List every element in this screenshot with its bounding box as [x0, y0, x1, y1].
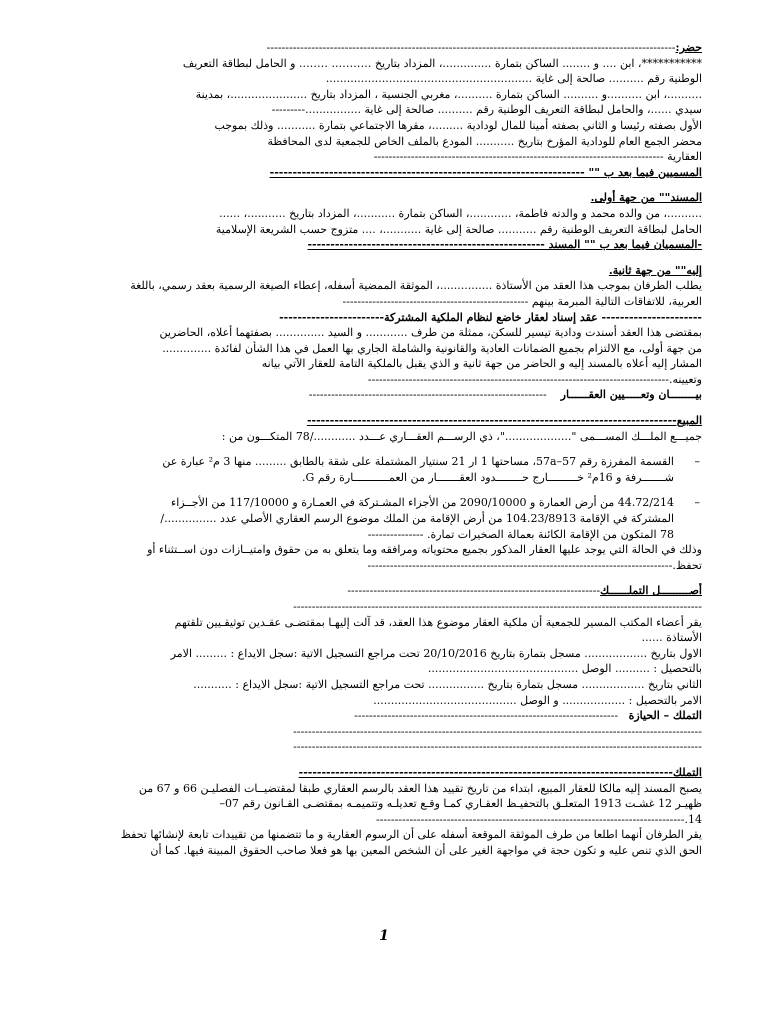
- possession-heading-title: التملك – الحيازة: [628, 709, 702, 723]
- sale-header: المبيع---------------------------------------------------------------------------------: [306, 414, 702, 428]
- intro-line-8: المسميين فيما بعد ب "" ---------------------------------------------------------------------: [269, 165, 702, 179]
- ownership-line-1: يصبح المسند إليه مالكا للعقار المبيع، ابتداء من تاريخ تقييد هذا العقد بالرسم العقاري طبقا لمقتضيــات الفصليـن 66 و 67 من: [138, 781, 702, 795]
- intro-line-7: العقارية ------------------------------------------------------------------------------: [373, 150, 702, 164]
- bullet-2: –: [694, 496, 700, 510]
- dash-line: --------------------------------------------------------------------------------------------------------------: [293, 740, 702, 754]
- ownership-line-2: ظهيـر 12 غشـت 1913 المتعلـق بالتحفيـظ العقـاري كمـا وقـع تعديلـه وتتميمـه بمقتضـى القـانون رقم 07–: [219, 797, 702, 811]
- sale-line-3: تحفظ.----------------------------------------------------------------------------------: [367, 558, 702, 572]
- second-party-header: إليه"" من جهة ثانية.: [608, 263, 702, 277]
- first-party-line-1: ..........، من والده محمد و والدته فاطمة، ............، الساكن بتمارة ...........، المزداد بتاريخ ...........، ......: [219, 206, 702, 220]
- property-heading: بيــــــــان وتعـــــيين العقــــــار ----------------------------------------------------------------: [308, 388, 702, 402]
- sale-item-2: – 44.72/214 من أرض العمارة و 2090/10000 من الأجزاء المشـتركة في العمـارة و 117/10000 من الأجــزاء المشتركة في الإقامة 104.23/8913 من أرض الإقامة من الملك موضوع الرسم العقاري الأصلي عدد .............../ 78 المتكون من الإقامة الكائنة بعمالة الصخيرات تمارة. ---------------: [160, 496, 700, 541]
- dash-line: --------------------------------------------------------------------------------------------------------------: [293, 600, 702, 613]
- property-heading-title: بيــــــــان وتعـــــيين العقــــــار: [560, 388, 702, 402]
- bullet-1: –: [694, 455, 700, 469]
- ownership-header: التملك----------------------------------------------------------------------------------: [298, 765, 702, 779]
- sale-item-1: – القسمة المفرزة رقم 57–57a، مساحتها 1 ار 21 سنتيار المشتملة على شقة بالطابق ......... منها 3 م² عبارة عن شـــــــرفة و 16م² خـــــــــارج حــــــــدود العقـــــــار من العمـــــــــــارة رقم G.: [162, 455, 700, 484]
- attended-header: حضر:: [675, 41, 702, 54]
- contract-line-2: من جهة أولى، مع الالتزام بجميع الضمانات العادية والقانونية والشاملة الجاري بها العمل في هذا الشأن لفائدة ..............: [162, 341, 702, 355]
- dash-line: --------------------------------------------------------------------------------------------------------------: [293, 724, 702, 738]
- second-party-line-2: العربية، للاتفاقات التالية المبرمة بينهم --------------------------------------------------: [342, 294, 702, 308]
- origin-line-4: بالتحصيل : .......... الوصل ...........................................: [427, 662, 702, 676]
- first-party-line-3: -المسميان فيما بعد ب "" المسند ----------------------------------------------------: [307, 238, 702, 252]
- intro-line-3: ..........، ابن ..........و .......... الساكن بتمارة ..........، مغربي الجنسية ، المزداد بتاريخ ......................، بمدينة: [195, 87, 702, 101]
- intro-line-1: ***********، ابن .... و ........ الساكن بتمارة ..............، المزداد بتاريخ ……….. …….. و الحامل لبطاقة التعريف: [182, 56, 702, 70]
- ownership-line-3: 14.-----------------------------------------------------------------------------------: [376, 812, 702, 826]
- intro-line-4: سيدي ......، والحامل لبطاقة التعريف الوطنية رقم .......... صالحة إلى غاية ................---------: [271, 103, 702, 117]
- origin-line-5: الثاني بتاريخ .................. مسجل بتمارة بتاريخ ................ تحت مراجع التسجيل الاتية :سجل الايداع : ...........: [193, 677, 702, 691]
- contract-line-3: المشار إليه أعلاه بالمسند إليه و الحاضر من جهة ثانية و الذي يقبل بالملكية التامة للعقار الآتي بيانه: [261, 357, 702, 371]
- first-party-line-2: الحامل لبطاقة التعريف الوطنية رقم ........... صالحة إلى غاية ...........، .... متزوج حسب الشريعة الإسلامية: [215, 222, 702, 236]
- contract-line-1: بمقتضى هذا العقد أسندت ودادية تيسير للسكن، ممثلة من طرف ............ و السيد .............. بصفتهما أعلاه، الحاضرين: [159, 326, 702, 340]
- origin-line-6: الامر بالتحصيل : .................. و الوصل .........................................: [373, 693, 702, 707]
- sale-line-2: وذلك في الحالة التي يوجد عليها العقار المذكور بجميع محتوياته ومرافقه وما يتعلق به من حقوق وامتيــازات دون اســتثناء أو: [147, 543, 702, 557]
- contract-line-4: وتعيينه.---------------------------------------------------------------------------------: [367, 372, 702, 386]
- ownership-line-5: الحق الذي تنص عليه و تكون حجة في مواجهة الغير على أن الشخص المعين بها هو فعلا صاحب الحقوق المبينة فيها. كما أن: [150, 843, 702, 857]
- origin-line-1: يقر أعضاء المكتب المسير للجمعية أن ملكية العقار موضوع هذا العقد، قد آلت إليهـا بمقتضـى عقـدين توثيقـيين تلقتهم: [174, 615, 702, 629]
- intro-line-6: محضر الجمع العام للودادية المؤرخ بتاريخ ........... المودع بالملف الخاص للجمعية لدى المحافظة: [267, 134, 702, 148]
- attended-line: حضر:--------------------------------------------------------------------------------------------------------------: [266, 41, 702, 54]
- first-party-header: المسند"" من جهة أولى.: [590, 191, 702, 205]
- origin-line-2: الأستاذة ......: [641, 631, 702, 645]
- second-party-line-1: يطلب الطرفان بموجب هذا العقد من الأستاذة ...............، الموثقة الممضية أسفله، إعطاء الصيغة الرسمية بعقد رسمي، باللغة: [130, 279, 702, 293]
- intro-line-5: الأول بصفته رئيسا و الثاني بصفته أمينا للمال لودادية .........، مقرها الاجتماعي بتمارة ........... وذلك بموجب: [214, 118, 702, 132]
- origin-heading: أصـــــــــل التملــــــك--------------------------------------------------------------------: [347, 584, 702, 598]
- possession-heading: التملك – الحيازة -----------------------------------------------------------------------: [354, 709, 702, 723]
- page-number: 1: [379, 928, 389, 944]
- intro-line-2: الوطنية رقم .......... صالحة إلى غاية ...........................................................: [325, 72, 702, 86]
- ownership-line-4: يقر الطرفان أنهما اطلعا من طرف الموثقة الموقعة أسفله على أن الرسوم العقارية و ما تتضمنها من تقييدات تابعة لإنشائها تحفظ: [120, 828, 702, 842]
- sale-line-1: جميـــع الملـــك المســـمى "..................."، ذي الرســـم العقـــاري عـــدد ............/78 المتكـــون من :: [221, 429, 702, 443]
- origin-heading-title: أصـــــــــل التملــــــك: [600, 584, 702, 598]
- deed-page: [66, 40, 702, 859]
- contract-title: ---------------------- عقد إسناد لعقار خاضع لنظام الملكية المشتركة-----------------------: [279, 310, 702, 324]
- origin-line-3: الاول بتاريخ .................. مسجل بتمارة بتاريخ 20/10/2016 تحت مراجع التسجيل الاتية :سجل الايداع : ......... الامر: [170, 646, 702, 660]
